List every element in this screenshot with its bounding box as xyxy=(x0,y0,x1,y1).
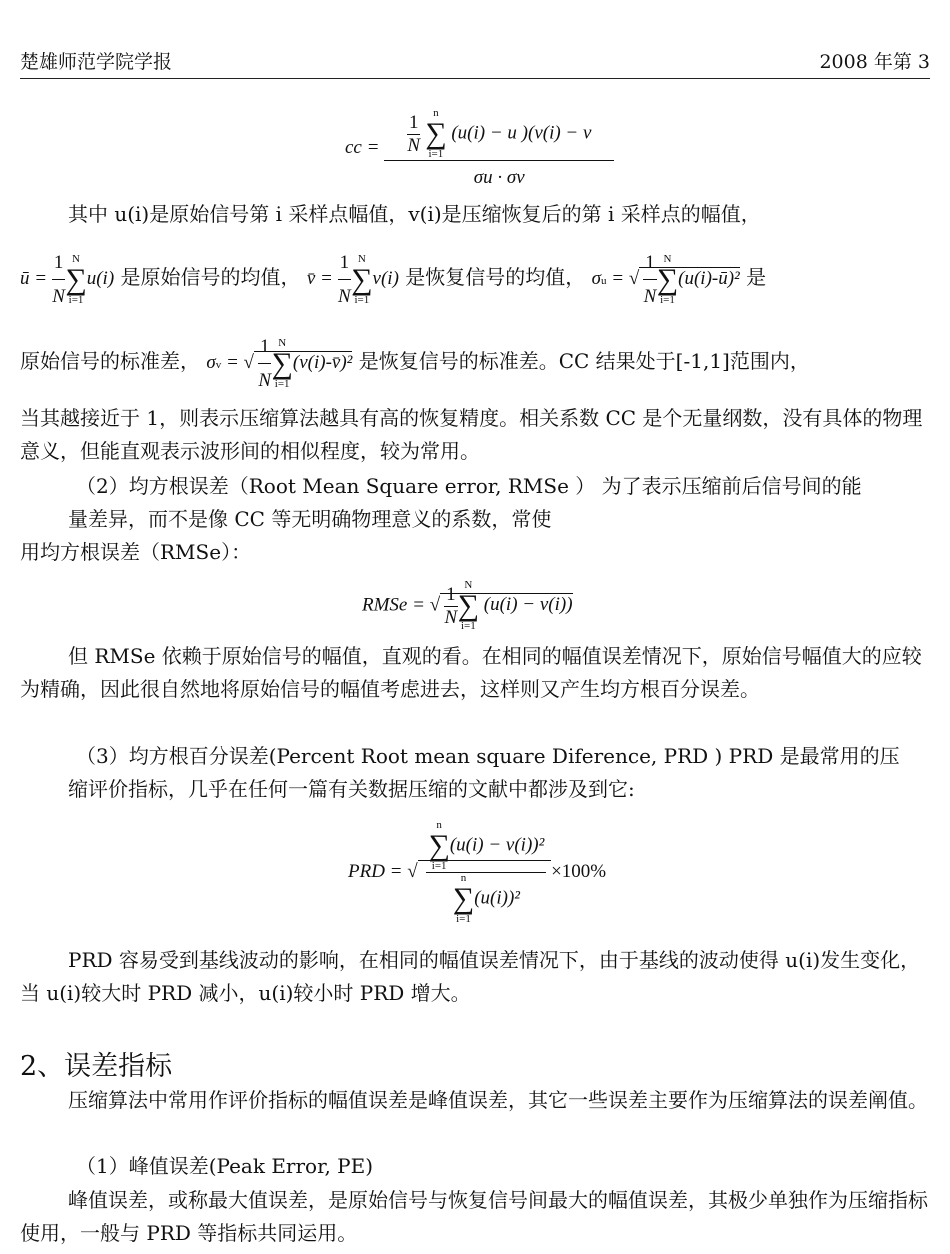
paragraph-rmse-intro-c: 用均方根误差（RMSe）： xyxy=(20,540,252,564)
eq-prd-denominator: (u(i))² xyxy=(474,887,520,909)
paragraph-error-metrics: 压缩算法中常用作评价指标的幅值误差是峰值误差，其它一些误差主要作为压缩算法的误差阐值。 xyxy=(68,1088,928,1112)
equation-cc: cc = $\frac{1}{N}$ n ∑ i=1 (u(i) − u )(v(i) − v σu · σv xyxy=(345,108,614,189)
mean-u-text: 是原始信号的均值， xyxy=(120,264,301,289)
paragraph-prd-intro-b: 缩评价指标，几乎在任何一篇有关数据压缩的文献中都涉及到它: xyxy=(68,777,635,801)
std-u-tail: 是 xyxy=(746,264,767,289)
paragraph-variables: 其中 u(i)是原始信号第 i 采样点幅值，v(i)是压缩恢复后的第 i 采样点的幅值， xyxy=(68,202,761,226)
mean-v-text: 是恢复信号的均值， xyxy=(405,264,586,289)
eq-prd-numerator: (u(i) − v(i))² xyxy=(449,834,545,856)
journal-name: 楚雄师范学院学报 xyxy=(20,51,173,73)
section-heading: 2、误差指标 xyxy=(20,1051,173,1082)
paragraph-std: 原始信号的标准差， σv = √ $\frac{1}{N}$ N ∑ i=1 (v(i)-v̄)² 是恢复信号的标准差。CC 结果处于[-1,1]范围内， xyxy=(20,330,934,397)
issue-label: 2008 年第 3 xyxy=(819,51,930,73)
eq-prd-lhs: PRD = xyxy=(348,860,403,882)
std-v-text: 是恢复信号的标准差。CC 结果处于[-1,1]范围内， xyxy=(358,348,810,373)
paragraph-pe-title: （1）峰值误差(Peak Error, PE) xyxy=(76,1154,374,1178)
eq-prd-percent: ×100% xyxy=(551,860,607,882)
paragraph-rmse-intro-b: 量差异，而不是像 CC 等无明确物理意义的系数，常使 xyxy=(68,507,552,531)
paragraph-prd-intro-a: （3）均方根百分误差(Percent Root mean square Diference, PRD ) PRD 是最常用的压 xyxy=(76,744,900,768)
paragraph-pe-desc: 峰值误差，或称最大值误差，是原始信号与恢复信号间最大的幅值误差，其极少单独作为压缩指标使用，一般与 PRD 等指标共同运用。 xyxy=(20,1188,928,1245)
paragraph-rmse-limitation: 但 RMSe 依赖于原始信号的幅值，直观的看。在相同的幅值误差情况下，原始信号幅值大的应较为精确，因此很自然地将原始信号的幅值考虑进去，这样则又产生均方根百分误差。 xyxy=(20,644,922,701)
eq-cc-lhs: cc = xyxy=(345,136,380,158)
paragraph-prd-baseline: PRD 容易受到基线波动的影响，在相同的幅值误差情况下，由于基线的波动使得 u(i)发生变化，当 u(i)较大时 PRD 减小，u(i)较小时 PRD 增大。 xyxy=(20,948,921,1005)
std-u-text: 原始信号的标准差， xyxy=(20,348,200,373)
eq-cc-numerator: (u(i) − u )(v(i) − v xyxy=(451,122,592,144)
paragraph-cc-meaning: 当其越接近于 1，则表示压缩算法越具有高的恢复精度。相关系数 CC 是个无量纲数，没有具体的物理意义，但能直观表示波形间的相似程度，较为常用。 xyxy=(20,406,923,463)
eq-cc-denominator: σu · σv xyxy=(473,167,525,188)
eq-rmse-body: (u(i) − v(i)) xyxy=(483,594,573,616)
paragraph-means: ū = $\frac{1}{N}$ N ∑ i=1 u(i) 是原始信号的均值， v̄ = $\frac{1}{N}$ N ∑ i=1 v(i) 是恢复信号的均值， σu = √ $\frac{1}{N}$ N ∑ i=1 (u(i)-ū)² 是 xyxy=(20,246,934,313)
equation-prd: PRD = √ n ∑ i=1 (u(i) − v(i))² n ∑ i=1 (u(i))² ×100% xyxy=(348,819,607,925)
eq-rmse-lhs: RMSe = xyxy=(362,594,425,616)
equation-rmse: RMSe = √ $\frac{1}{N}$ N ∑ i=1 (u(i) − v(i)) xyxy=(362,579,573,632)
running-header xyxy=(20,52,930,79)
paragraph-rmse-intro-a: （2）均方根误差（Root Mean Square error, RMSe ） 为了表示压缩前后信号间的能 xyxy=(76,474,862,498)
